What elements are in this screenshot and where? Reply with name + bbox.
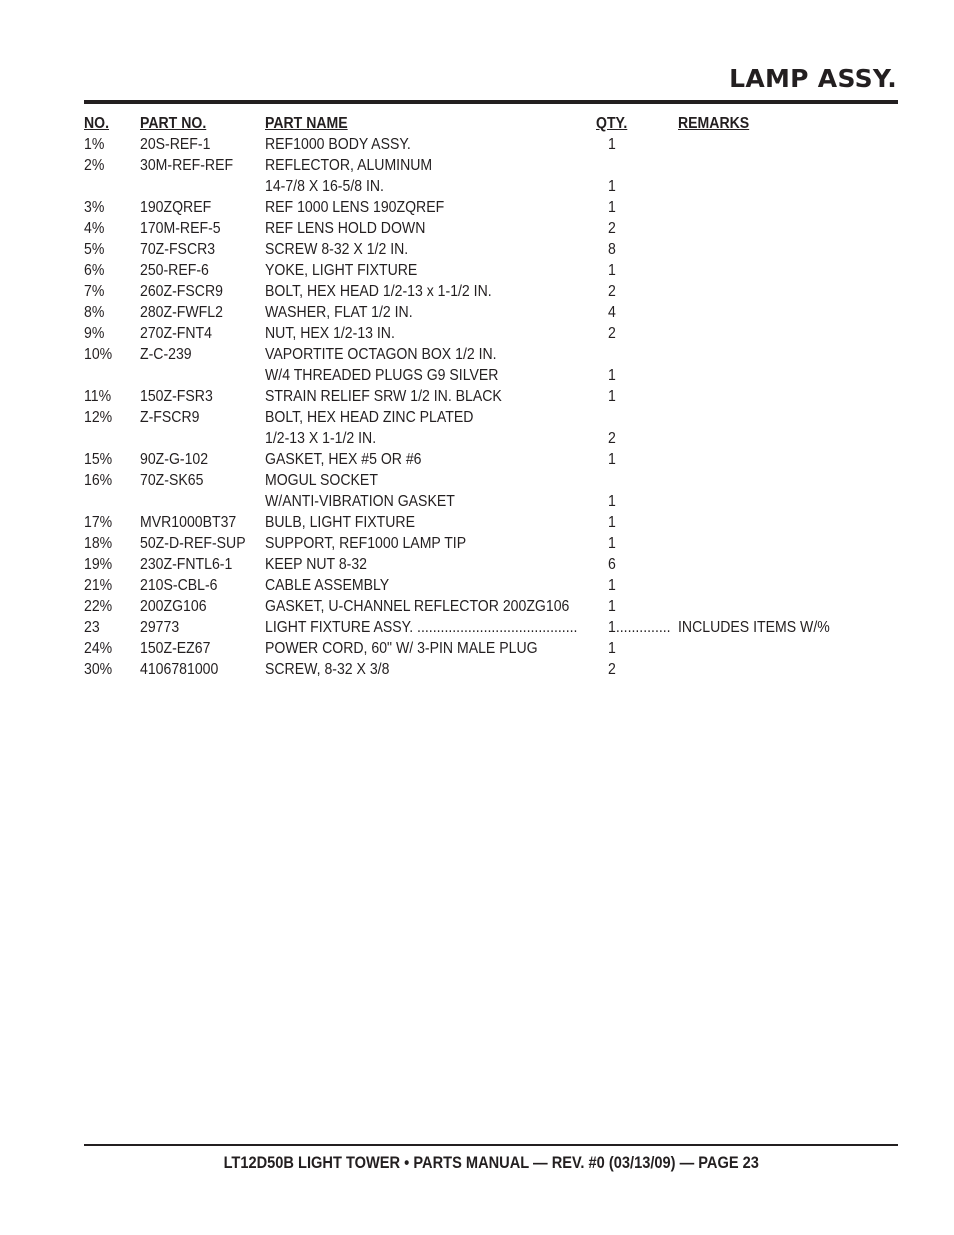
cell-part-name: W/4 THREADED PLUGS G9 SILVER: [265, 367, 499, 384]
cell-no: 24%: [84, 640, 113, 657]
cell-part-name: REF LENS HOLD DOWN: [265, 220, 426, 237]
cell-part-name: SCREW 8-32 X 1/2 IN.: [265, 241, 409, 258]
table-row: [84, 218, 898, 239]
cell-qty: 2: [608, 325, 616, 342]
cell-qty: 2: [608, 430, 616, 447]
cell-part-no: 20S-REF-1: [140, 136, 211, 153]
cell-part-name: STRAIN RELIEF SRW 1/2 IN. BLACK: [265, 388, 502, 405]
cell-part-no: Z-FSCR9: [140, 409, 200, 426]
cell-no: 8%: [84, 304, 105, 321]
cell-part-no: MVR1000BT37: [140, 514, 237, 531]
table-body: [84, 134, 898, 680]
cell-qty: 1: [608, 388, 616, 405]
cell-qty: 1: [608, 493, 616, 510]
title-divider: [84, 100, 898, 104]
cell-no: 22%: [84, 598, 113, 615]
cell-no: 18%: [84, 535, 113, 552]
cell-part-name: CABLE ASSEMBLY: [265, 577, 390, 594]
table-row: [84, 302, 898, 323]
cell-part-name: YOKE, LIGHT FIXTURE: [265, 262, 418, 279]
table-row: [84, 134, 898, 155]
cell-qty: 2: [608, 283, 616, 300]
cell-no: 2%: [84, 157, 105, 174]
cell-no: 6%: [84, 262, 105, 279]
cell-part-no: 70Z-FSCR3: [140, 241, 216, 258]
cell-part-name: KEEP NUT 8-32: [265, 556, 367, 573]
cell-part-no: 260Z-FSCR9: [140, 283, 223, 300]
header-qty: QTY.: [596, 115, 628, 132]
cell-part-no: 4106781000: [140, 661, 219, 678]
table-row: [84, 155, 898, 176]
page-title: LAMP ASSY.: [729, 64, 897, 93]
table-row: [84, 365, 898, 386]
table-row: [84, 386, 898, 407]
cell-part-name: BOLT, HEX HEAD 1/2-13 x 1-1/2 IN.: [265, 283, 492, 300]
footer-divider: [84, 1144, 898, 1146]
cell-qty: 1: [608, 262, 616, 279]
cell-no: 16%: [84, 472, 113, 489]
cell-part-name: SCREW, 8-32 X 3/8: [265, 661, 390, 678]
table-row: [84, 260, 898, 281]
cell-no: 5%: [84, 241, 105, 258]
table-row: [84, 617, 898, 638]
cell-qty: 2: [608, 220, 616, 237]
table-row: [84, 596, 898, 617]
cell-qty: 8: [608, 241, 616, 258]
cell-qty: 1: [608, 367, 616, 384]
page-footer: [84, 1153, 898, 1173]
cell-no: 23: [84, 619, 100, 636]
cell-part-name: REF 1000 LENS 190ZQREF: [265, 199, 445, 216]
header-remarks: REMARKS: [678, 115, 750, 132]
cell-part-no: 150Z-EZ67: [140, 640, 211, 657]
cell-part-name: W/ANTI-VIBRATION GASKET: [265, 493, 455, 510]
cell-part-name: POWER CORD, 60" W/ 3-PIN MALE PLUG: [265, 640, 538, 657]
table-row: [84, 554, 898, 575]
cell-qty: 1: [608, 514, 616, 531]
cell-qty: 1: [608, 178, 616, 195]
table-row: [84, 491, 898, 512]
table-row: [84, 575, 898, 596]
cell-remarks: INCLUDES ITEMS W/%: [678, 619, 830, 636]
table-row: [84, 638, 898, 659]
cell-no: 7%: [84, 283, 105, 300]
cell-part-name: GASKET, HEX #5 OR #6: [265, 451, 422, 468]
cell-part-no: 30M-REF-REF: [140, 157, 234, 174]
table-row: [84, 407, 898, 428]
cell-qty: 1..............: [608, 619, 671, 636]
cell-no: 1%: [84, 136, 105, 153]
cell-part-no: 250-REF-6: [140, 262, 209, 279]
header-part-name: PART NAME: [265, 115, 348, 132]
cell-part-no: 170M-REF-5: [140, 220, 221, 237]
table-row: [84, 659, 898, 680]
table-row: [84, 533, 898, 554]
table-header-row: [84, 113, 898, 134]
cell-part-no: 280Z-FWFL2: [140, 304, 223, 321]
cell-no: 15%: [84, 451, 113, 468]
cell-part-name: BOLT, HEX HEAD ZINC PLATED: [265, 409, 474, 426]
footer-text: LT12D50B LIGHT TOWER • PARTS MANUAL — REV. #0 (03/13/09) — PAGE 23: [223, 1153, 759, 1172]
table-row: [84, 449, 898, 470]
cell-qty: 1: [608, 640, 616, 657]
cell-part-name: 14-7/8 X 16-5/8 IN.: [265, 178, 384, 195]
cell-part-name: GASKET, U-CHANNEL REFLECTOR 200ZG106: [265, 598, 570, 615]
table-row: [84, 197, 898, 218]
cell-part-no: 270Z-FNT4: [140, 325, 212, 342]
cell-part-name: REFLECTOR, ALUMINUM: [265, 157, 433, 174]
table-row: [84, 344, 898, 365]
cell-qty: 2: [608, 661, 616, 678]
table-row: [84, 470, 898, 491]
header-no: NO.: [84, 115, 110, 132]
table-row: [84, 281, 898, 302]
cell-no: 3%: [84, 199, 105, 216]
table-row: [84, 428, 898, 449]
cell-qty: 4: [608, 304, 616, 321]
cell-no: 10%: [84, 346, 113, 363]
header-part-no: PART NO.: [140, 115, 207, 132]
cell-part-no: 200ZG106: [140, 598, 207, 615]
cell-qty: 1: [608, 136, 616, 153]
cell-part-no: 70Z-SK65: [140, 472, 204, 489]
table-row: [84, 176, 898, 197]
cell-qty: 1: [608, 451, 616, 468]
cell-qty: 1: [608, 199, 616, 216]
cell-no: 19%: [84, 556, 113, 573]
cell-part-no: 50Z-D-REF-SUP: [140, 535, 246, 552]
cell-part-name: BULB, LIGHT FIXTURE: [265, 514, 415, 531]
cell-part-no: 230Z-FNTL6-1: [140, 556, 233, 573]
parts-table: [84, 113, 898, 680]
cell-qty: 6: [608, 556, 616, 573]
cell-part-no: 190ZQREF: [140, 199, 212, 216]
cell-part-no: 90Z-G-102: [140, 451, 209, 468]
cell-part-no: 150Z-FSR3: [140, 388, 213, 405]
cell-part-no: 29773: [140, 619, 180, 636]
cell-no: 12%: [84, 409, 113, 426]
cell-part-name: 1/2-13 X 1-1/2 IN.: [265, 430, 377, 447]
cell-no: 11%: [84, 388, 112, 405]
cell-part-no: 210S-CBL-6: [140, 577, 218, 594]
cell-part-name: WASHER, FLAT 1/2 IN.: [265, 304, 413, 321]
cell-no: 17%: [84, 514, 113, 531]
cell-qty: 1: [608, 535, 616, 552]
table-row: [84, 512, 898, 533]
cell-part-name: LIGHT FIXTURE ASSY. .........................................: [265, 619, 578, 636]
cell-qty: 1: [608, 577, 616, 594]
cell-qty: 1: [608, 598, 616, 615]
cell-no: 30%: [84, 661, 113, 678]
cell-part-name: NUT, HEX 1/2-13 IN.: [265, 325, 395, 342]
cell-part-no: Z-C-239: [140, 346, 192, 363]
cell-no: 4%: [84, 220, 105, 237]
cell-part-name: SUPPORT, REF1000 LAMP TIP: [265, 535, 467, 552]
cell-no: 21%: [84, 577, 113, 594]
table-row: [84, 323, 898, 344]
cell-part-name: REF1000 BODY ASSY.: [265, 136, 411, 153]
table-row: [84, 239, 898, 260]
cell-part-name: VAPORTITE OCTAGON BOX 1/2 IN.: [265, 346, 497, 363]
cell-no: 9%: [84, 325, 105, 342]
cell-part-name: MOGUL SOCKET: [265, 472, 378, 489]
